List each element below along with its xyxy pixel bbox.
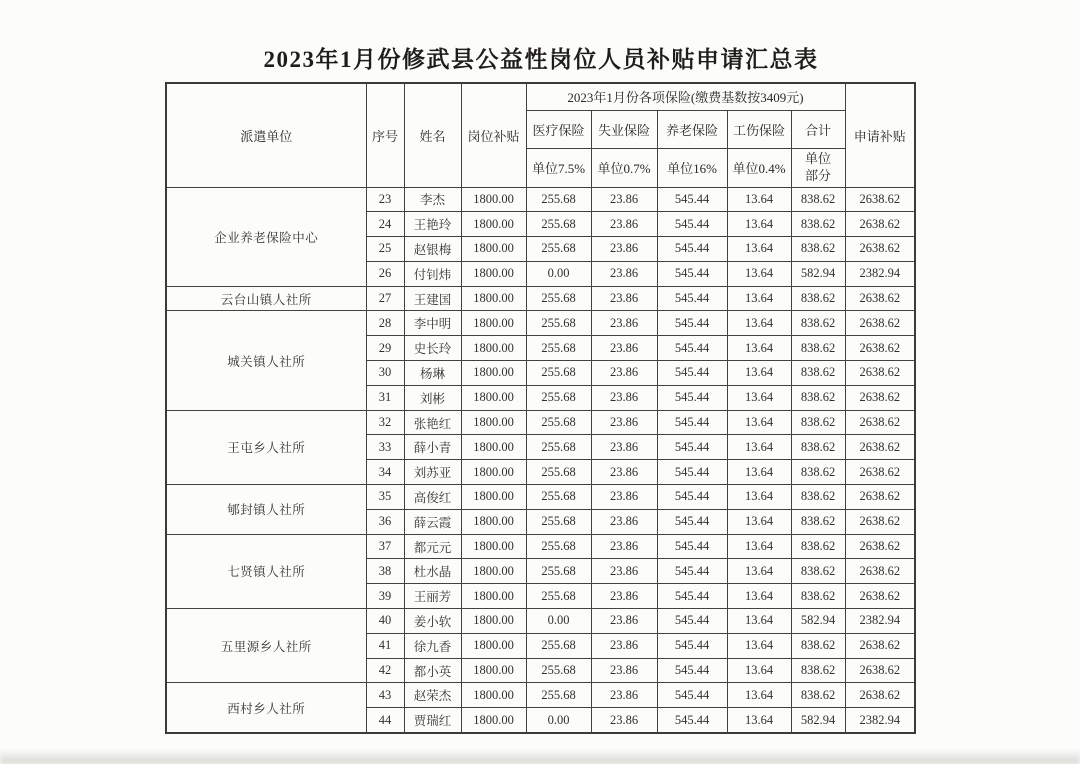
cell-medical-insurance: 255.68	[526, 658, 591, 683]
cell-injury-insurance: 13.64	[727, 311, 791, 336]
cell-injury-insurance: 13.64	[727, 212, 791, 237]
cell-total: 838.62	[791, 683, 845, 708]
cell-pension-insurance: 545.44	[657, 609, 727, 634]
cell-applied-subsidy: 2638.62	[845, 534, 915, 559]
header-post-subsidy: 岗位补贴	[461, 83, 526, 187]
cell-serial-no: 32	[366, 410, 404, 435]
cell-name: 杨琳	[404, 361, 461, 386]
cell-post-subsidy: 1800.00	[461, 385, 526, 410]
cell-name: 高俊红	[404, 485, 461, 510]
table-row	[166, 609, 915, 634]
cell-injury-insurance: 13.64	[727, 609, 791, 634]
cell-medical-insurance: 255.68	[526, 311, 591, 336]
cell-total: 838.62	[791, 311, 845, 336]
cell-name: 贾瑞红	[404, 708, 461, 733]
header-serial-no: 序号	[366, 83, 404, 187]
cell-post-subsidy: 1800.00	[461, 311, 526, 336]
cell-post-subsidy: 1800.00	[461, 683, 526, 708]
header-total-rate-text: 单位部分	[804, 150, 831, 183]
cell-medical-insurance: 0.00	[526, 708, 591, 733]
cell-post-subsidy: 1800.00	[461, 361, 526, 386]
cell-total: 838.62	[791, 559, 845, 584]
cell-serial-no: 37	[366, 534, 404, 559]
cell-applied-subsidy: 2382.94	[845, 261, 915, 286]
header-pension-rate: 单位16%	[657, 148, 727, 187]
cell-pension-insurance: 545.44	[657, 633, 727, 658]
cell-total: 582.94	[791, 708, 845, 733]
cell-serial-no: 31	[366, 385, 404, 410]
table-row	[166, 311, 915, 336]
cell-total: 838.62	[791, 435, 845, 460]
cell-applied-subsidy: 2638.62	[845, 336, 915, 361]
cell-name: 都小英	[404, 658, 461, 683]
cell-name: 史长玲	[404, 336, 461, 361]
cell-unemployment-insurance: 23.86	[591, 509, 657, 534]
cell-injury-insurance: 13.64	[727, 683, 791, 708]
cell-name: 王建国	[404, 286, 461, 311]
cell-post-subsidy: 1800.00	[461, 286, 526, 311]
cell-applied-subsidy: 2638.62	[845, 460, 915, 485]
cell-medical-insurance: 255.68	[526, 460, 591, 485]
header-injury-rate: 单位0.4%	[727, 148, 791, 187]
cell-applied-subsidy: 2638.62	[845, 361, 915, 386]
cell-post-subsidy: 1800.00	[461, 460, 526, 485]
dispatch-unit-cell: 云台山镇人社所	[166, 286, 366, 311]
cell-applied-subsidy: 2382.94	[845, 708, 915, 733]
cell-injury-insurance: 13.64	[727, 708, 791, 733]
cell-medical-insurance: 255.68	[526, 485, 591, 510]
cell-total: 838.62	[791, 509, 845, 534]
header-total: 合计	[791, 110, 845, 148]
cell-unemployment-insurance: 23.86	[591, 658, 657, 683]
cell-applied-subsidy: 2638.62	[845, 435, 915, 460]
cell-name: 徐九香	[404, 633, 461, 658]
cell-injury-insurance: 13.64	[727, 633, 791, 658]
cell-injury-insurance: 13.64	[727, 187, 791, 212]
cell-post-subsidy: 1800.00	[461, 212, 526, 237]
cell-post-subsidy: 1800.00	[461, 658, 526, 683]
cell-pension-insurance: 545.44	[657, 584, 727, 609]
cell-medical-insurance: 255.68	[526, 633, 591, 658]
cell-pension-insurance: 545.44	[657, 237, 727, 262]
dispatch-unit-cell: 西村乡人社所	[166, 683, 366, 733]
cell-post-subsidy: 1800.00	[461, 534, 526, 559]
cell-medical-insurance: 255.68	[526, 559, 591, 584]
header-total-rate	[791, 148, 845, 187]
table-row	[166, 286, 915, 311]
subsidy-summary-table	[165, 82, 916, 734]
cell-post-subsidy: 1800.00	[461, 708, 526, 733]
cell-applied-subsidy: 2638.62	[845, 485, 915, 510]
cell-serial-no: 26	[366, 261, 404, 286]
table-body	[166, 187, 915, 733]
cell-injury-insurance: 13.64	[727, 559, 791, 584]
cell-pension-insurance: 545.44	[657, 311, 727, 336]
cell-unemployment-insurance: 23.86	[591, 237, 657, 262]
cell-pension-insurance: 545.44	[657, 336, 727, 361]
cell-post-subsidy: 1800.00	[461, 485, 526, 510]
cell-applied-subsidy: 2638.62	[845, 410, 915, 435]
cell-unemployment-insurance: 23.86	[591, 336, 657, 361]
cell-total: 838.62	[791, 361, 845, 386]
cell-serial-no: 34	[366, 460, 404, 485]
cell-name: 赵银梅	[404, 237, 461, 262]
cell-applied-subsidy: 2638.62	[845, 683, 915, 708]
cell-pension-insurance: 545.44	[657, 361, 727, 386]
dispatch-unit-cell: 郇封镇人社所	[166, 485, 366, 535]
cell-unemployment-insurance: 23.86	[591, 460, 657, 485]
dispatch-unit-cell: 企业养老保险中心	[166, 187, 366, 286]
cell-medical-insurance: 255.68	[526, 336, 591, 361]
table-row	[166, 485, 915, 510]
cell-name: 赵荣杰	[404, 683, 461, 708]
header-row-group	[166, 83, 915, 110]
cell-applied-subsidy: 2638.62	[845, 286, 915, 311]
cell-unemployment-insurance: 23.86	[591, 410, 657, 435]
cell-injury-insurance: 13.64	[727, 509, 791, 534]
cell-medical-insurance: 0.00	[526, 261, 591, 286]
cell-unemployment-insurance: 23.86	[591, 261, 657, 286]
table-row	[166, 187, 915, 212]
cell-post-subsidy: 1800.00	[461, 261, 526, 286]
cell-name: 姜小软	[404, 609, 461, 634]
cell-pension-insurance: 545.44	[657, 410, 727, 435]
cell-post-subsidy: 1800.00	[461, 237, 526, 262]
dispatch-unit-cell: 七贤镇人社所	[166, 534, 366, 608]
cell-name: 李杰	[404, 187, 461, 212]
cell-pension-insurance: 545.44	[657, 212, 727, 237]
header-applied-subsidy: 申请补贴	[845, 83, 915, 187]
cell-name: 刘苏亚	[404, 460, 461, 485]
cell-medical-insurance: 255.68	[526, 237, 591, 262]
cell-serial-no: 44	[366, 708, 404, 733]
cell-injury-insurance: 13.64	[727, 286, 791, 311]
header-insurance-group: 2023年1月份各项保险(缴费基数按3409元)	[526, 83, 845, 110]
cell-total: 838.62	[791, 410, 845, 435]
cell-medical-insurance: 255.68	[526, 534, 591, 559]
cell-total: 838.62	[791, 385, 845, 410]
cell-unemployment-insurance: 23.86	[591, 708, 657, 733]
cell-unemployment-insurance: 23.86	[591, 534, 657, 559]
cell-serial-no: 28	[366, 311, 404, 336]
cell-injury-insurance: 13.64	[727, 658, 791, 683]
cell-serial-no: 33	[366, 435, 404, 460]
cell-pension-insurance: 545.44	[657, 460, 727, 485]
cell-name: 刘彬	[404, 385, 461, 410]
scan-bottom-shadow	[0, 749, 1080, 764]
cell-medical-insurance: 255.68	[526, 683, 591, 708]
cell-serial-no: 40	[366, 609, 404, 634]
cell-serial-no: 30	[366, 361, 404, 386]
cell-injury-insurance: 13.64	[727, 485, 791, 510]
table-header	[166, 83, 915, 187]
cell-applied-subsidy: 2638.62	[845, 633, 915, 658]
table-row	[166, 534, 915, 559]
cell-total: 838.62	[791, 633, 845, 658]
cell-post-subsidy: 1800.00	[461, 435, 526, 460]
cell-total: 838.62	[791, 584, 845, 609]
header-name: 姓名	[404, 83, 461, 187]
cell-pension-insurance: 545.44	[657, 187, 727, 212]
cell-name: 付钊炜	[404, 261, 461, 286]
cell-serial-no: 41	[366, 633, 404, 658]
cell-serial-no: 27	[366, 286, 404, 311]
header-medical-rate: 单位7.5%	[526, 148, 591, 187]
cell-injury-insurance: 13.64	[727, 336, 791, 361]
cell-serial-no: 43	[366, 683, 404, 708]
cell-serial-no: 42	[366, 658, 404, 683]
cell-unemployment-insurance: 23.86	[591, 212, 657, 237]
cell-post-subsidy: 1800.00	[461, 559, 526, 584]
cell-unemployment-insurance: 23.86	[591, 311, 657, 336]
dispatch-unit-cell: 城关镇人社所	[166, 311, 366, 410]
cell-total: 838.62	[791, 286, 845, 311]
cell-medical-insurance: 255.68	[526, 187, 591, 212]
cell-name: 王艳玲	[404, 212, 461, 237]
cell-applied-subsidy: 2638.62	[845, 385, 915, 410]
cell-total: 838.62	[791, 336, 845, 361]
cell-medical-insurance: 0.00	[526, 609, 591, 634]
cell-unemployment-insurance: 23.86	[591, 584, 657, 609]
cell-injury-insurance: 13.64	[727, 410, 791, 435]
cell-medical-insurance: 255.68	[526, 286, 591, 311]
cell-post-subsidy: 1800.00	[461, 633, 526, 658]
cell-medical-insurance: 255.68	[526, 385, 591, 410]
cell-applied-subsidy: 2638.62	[845, 509, 915, 534]
cell-unemployment-insurance: 23.86	[591, 633, 657, 658]
cell-pension-insurance: 545.44	[657, 559, 727, 584]
cell-name: 薛云霞	[404, 509, 461, 534]
cell-total: 838.62	[791, 237, 845, 262]
cell-name: 薛小青	[404, 435, 461, 460]
cell-pension-insurance: 545.44	[657, 708, 727, 733]
cell-medical-insurance: 255.68	[526, 212, 591, 237]
cell-pension-insurance: 545.44	[657, 509, 727, 534]
cell-medical-insurance: 255.68	[526, 435, 591, 460]
cell-serial-no: 36	[366, 509, 404, 534]
cell-pension-insurance: 545.44	[657, 658, 727, 683]
cell-applied-subsidy: 2638.62	[845, 311, 915, 336]
cell-applied-subsidy: 2638.62	[845, 212, 915, 237]
cell-post-subsidy: 1800.00	[461, 584, 526, 609]
cell-pension-insurance: 545.44	[657, 683, 727, 708]
cell-total: 838.62	[791, 212, 845, 237]
cell-injury-insurance: 13.64	[727, 435, 791, 460]
cell-injury-insurance: 13.64	[727, 361, 791, 386]
cell-applied-subsidy: 2638.62	[845, 584, 915, 609]
cell-unemployment-insurance: 23.86	[591, 361, 657, 386]
cell-injury-insurance: 13.64	[727, 261, 791, 286]
cell-pension-insurance: 545.44	[657, 286, 727, 311]
cell-unemployment-insurance: 23.86	[591, 485, 657, 510]
header-medical-insurance: 医疗保险	[526, 110, 591, 148]
cell-name: 都元元	[404, 534, 461, 559]
cell-unemployment-insurance: 23.86	[591, 609, 657, 634]
cell-total: 582.94	[791, 609, 845, 634]
cell-medical-insurance: 255.68	[526, 584, 591, 609]
cell-injury-insurance: 13.64	[727, 460, 791, 485]
cell-post-subsidy: 1800.00	[461, 509, 526, 534]
cell-total: 838.62	[791, 460, 845, 485]
cell-total: 838.62	[791, 187, 845, 212]
cell-unemployment-insurance: 23.86	[591, 559, 657, 584]
cell-unemployment-insurance: 23.86	[591, 187, 657, 212]
cell-name: 王丽芳	[404, 584, 461, 609]
header-dispatch-unit: 派遣单位	[166, 83, 366, 187]
cell-serial-no: 38	[366, 559, 404, 584]
cell-total: 582.94	[791, 261, 845, 286]
cell-unemployment-insurance: 23.86	[591, 286, 657, 311]
cell-post-subsidy: 1800.00	[461, 187, 526, 212]
cell-applied-subsidy: 2638.62	[845, 559, 915, 584]
cell-injury-insurance: 13.64	[727, 534, 791, 559]
page-title: 2023年1月份修武县公益性岗位人员补贴申请汇总表	[263, 47, 819, 72]
cell-unemployment-insurance: 23.86	[591, 435, 657, 460]
cell-applied-subsidy: 2638.62	[845, 237, 915, 262]
cell-total: 838.62	[791, 658, 845, 683]
cell-post-subsidy: 1800.00	[461, 410, 526, 435]
cell-unemployment-insurance: 23.86	[591, 683, 657, 708]
header-injury-insurance: 工伤保险	[727, 110, 791, 148]
cell-name: 杜水晶	[404, 559, 461, 584]
cell-applied-subsidy: 2638.62	[845, 658, 915, 683]
cell-serial-no: 39	[366, 584, 404, 609]
cell-medical-insurance: 255.68	[526, 410, 591, 435]
cell-total: 838.62	[791, 485, 845, 510]
cell-pension-insurance: 545.44	[657, 534, 727, 559]
cell-pension-insurance: 545.44	[657, 435, 727, 460]
cell-serial-no: 29	[366, 336, 404, 361]
cell-applied-subsidy: 2382.94	[845, 609, 915, 634]
cell-name: 张艳红	[404, 410, 461, 435]
header-unemployment-rate: 单位0.7%	[591, 148, 657, 187]
cell-pension-insurance: 545.44	[657, 385, 727, 410]
cell-injury-insurance: 13.64	[727, 584, 791, 609]
cell-name: 李中明	[404, 311, 461, 336]
cell-injury-insurance: 13.64	[727, 237, 791, 262]
cell-serial-no: 24	[366, 212, 404, 237]
cell-serial-no: 35	[366, 485, 404, 510]
dispatch-unit-cell: 五里源乡人社所	[166, 609, 366, 683]
cell-applied-subsidy: 2638.62	[845, 187, 915, 212]
cell-total: 838.62	[791, 534, 845, 559]
cell-post-subsidy: 1800.00	[461, 336, 526, 361]
cell-serial-no: 23	[366, 187, 404, 212]
table-row	[166, 683, 915, 708]
dispatch-unit-cell: 王屯乡人社所	[166, 410, 366, 484]
header-pension-insurance: 养老保险	[657, 110, 727, 148]
cell-medical-insurance: 255.68	[526, 509, 591, 534]
cell-unemployment-insurance: 23.86	[591, 385, 657, 410]
header-unemployment-insurance: 失业保险	[591, 110, 657, 148]
cell-pension-insurance: 545.44	[657, 485, 727, 510]
cell-post-subsidy: 1800.00	[461, 609, 526, 634]
cell-serial-no: 25	[366, 237, 404, 262]
cell-pension-insurance: 545.44	[657, 261, 727, 286]
cell-injury-insurance: 13.64	[727, 385, 791, 410]
table-row	[166, 410, 915, 435]
cell-medical-insurance: 255.68	[526, 361, 591, 386]
